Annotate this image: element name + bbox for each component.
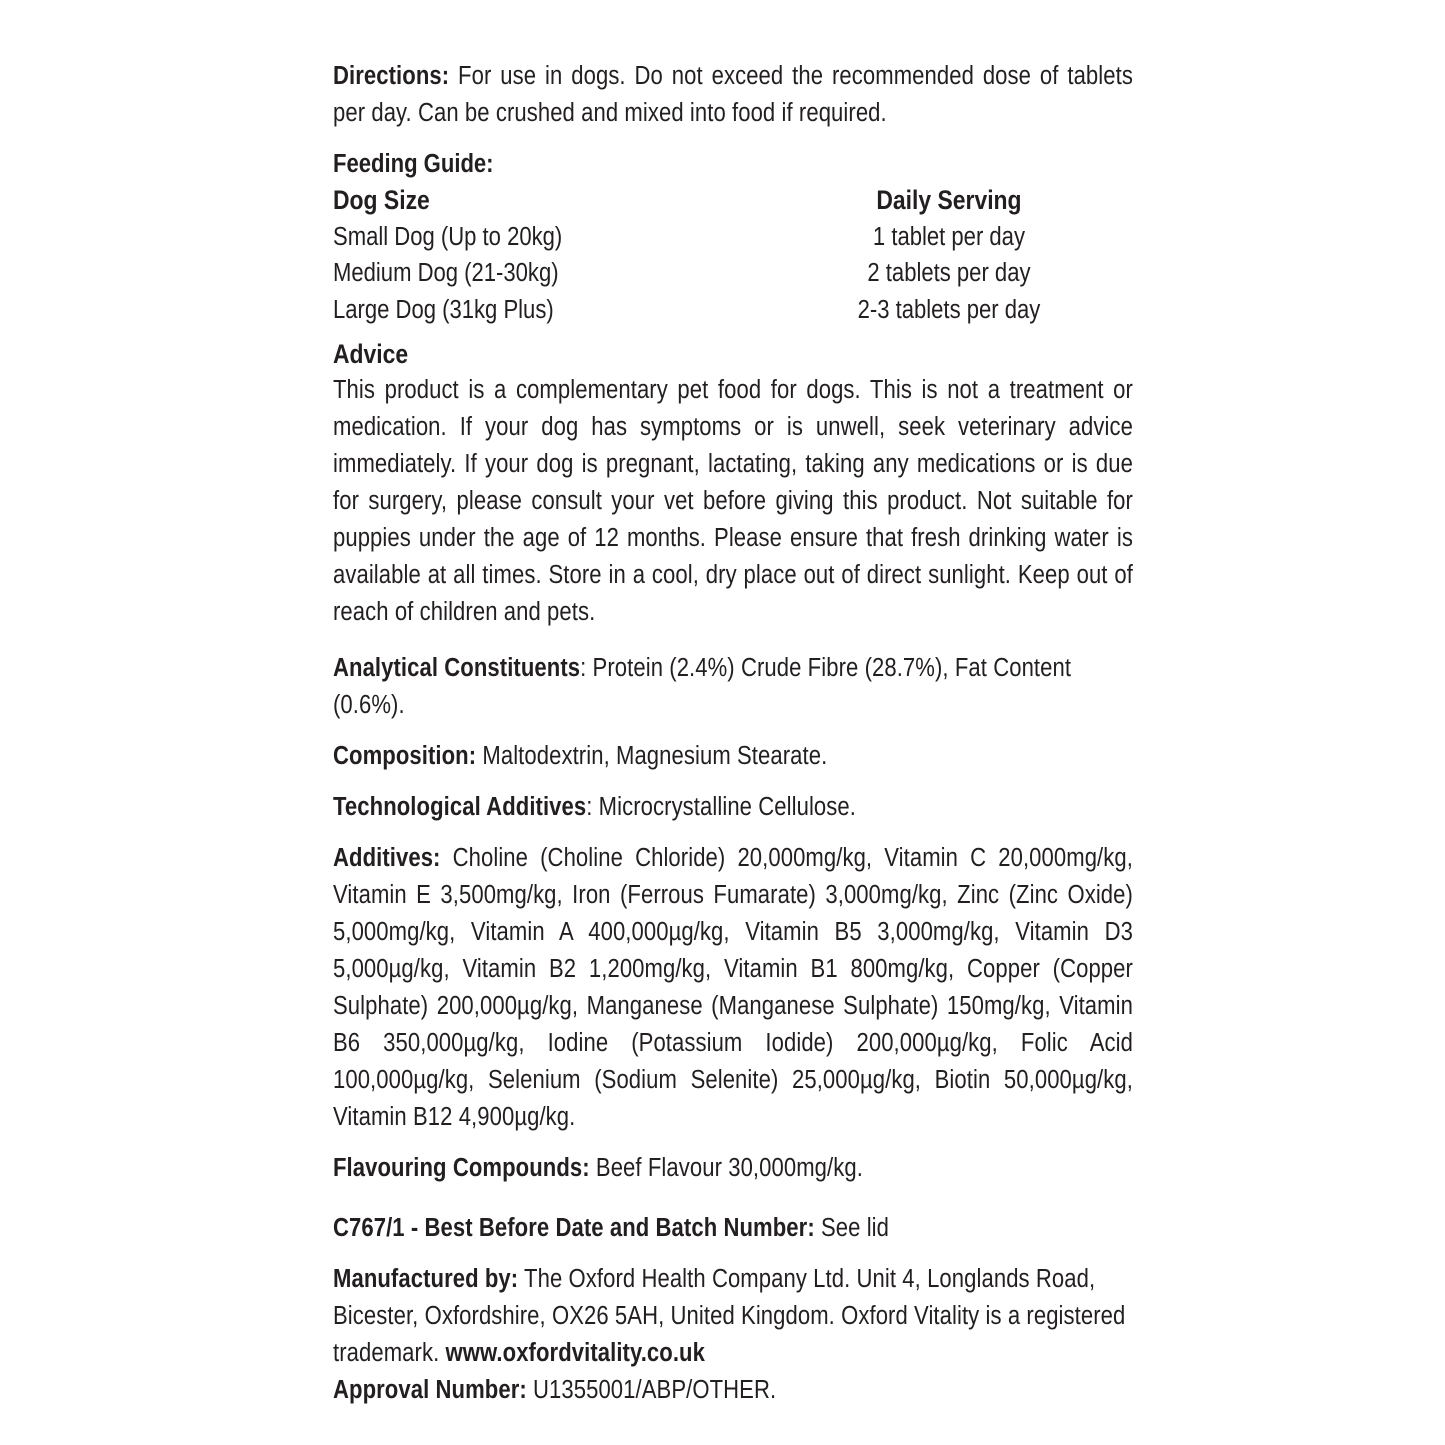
table-row	[333, 219, 1133, 256]
dog-size-medium: Medium Dog (21-30kg)	[333, 259, 559, 287]
directions-section	[333, 58, 1133, 132]
column-header-dog-size: Dog Size	[333, 185, 430, 215]
daily-serving-medium: 2 tablets per day	[867, 259, 1031, 287]
feeding-guide-header-row	[333, 182, 1133, 219]
manufactured-by-paragraph	[333, 1261, 1133, 1372]
composition-heading: Composition:	[333, 742, 477, 770]
approval-number-section	[333, 1372, 1133, 1409]
spacer-after-composition	[333, 775, 1133, 789]
column-header-daily-serving: Daily Serving	[876, 185, 1022, 215]
technological-additives-section	[333, 789, 1133, 826]
additives-text: Choline (Choline Chloride) 20,000mg/kg, Vitamin C 20,000mg/kg, Vitamin E 3,500mg/kg, Iron (Ferrous Fumarate) 3,000mg/kg, Zinc (Zinc Oxide) 5,000mg/kg, Vitamin A 400,000µg/kg, Vitamin B5 3,000mg/kg, Vitamin D3 5,000µg/kg, Vitamin B2 1,200mg/kg, Vitamin B1 800mg/kg, Copper (Copper Sulphate) 200,000µg/kg, Manganese (Manganese Sulphate) 150mg/kg, Vitamin B6 350,000µg/kg, Iodine (Potassium Iodide) 200,000µg/kg, Folic Acid 100,000µg/kg, Selenium (Sodium Selenite) 25,000µg/kg, Biotin 50,000µg/kg, Vitamin B12 4,900µg/kg.	[333, 844, 1133, 1131]
approval-number-paragraph	[333, 1372, 1133, 1409]
additives-paragraph	[333, 840, 1133, 1136]
spacer-after-technological	[333, 826, 1133, 840]
approval-number-heading: Approval Number:	[333, 1376, 527, 1404]
spacer-after-analytical	[333, 724, 1133, 738]
advice-section	[333, 336, 1133, 631]
flavouring-compounds-paragraph	[333, 1150, 1133, 1187]
daily-serving-small: 1 tablet per day	[872, 222, 1025, 251]
manufactured-by-section	[333, 1261, 1133, 1372]
table-row	[333, 292, 1133, 329]
batch-paragraph	[333, 1210, 1133, 1247]
spacer-after-feeding-guide	[333, 328, 1133, 336]
manufactured-by-heading: Manufactured by:	[333, 1265, 519, 1293]
batch-section	[333, 1210, 1133, 1247]
additives-heading: Additives:	[333, 844, 441, 872]
analytical-constituents-paragraph	[333, 650, 1133, 724]
batch-heading: C767/1 - Best Before Date and Batch Number:	[333, 1214, 815, 1242]
analytical-constituents-heading: Analytical Constituents	[333, 654, 581, 682]
flavouring-compounds-heading: Flavouring Compounds:	[333, 1154, 590, 1182]
composition-text: Maltodextrin, Magnesium Stearate.	[476, 742, 828, 770]
manufactured-by-text: The Oxford Health Company Ltd. Unit 4, Longlands Road, Bicester, Oxfordshire, OX26 5AH, United Kingdom. Oxford Vitality is a registered trademark.	[333, 1265, 1126, 1367]
dog-size-large: Large Dog (31kg Plus)	[333, 295, 554, 324]
spacer-after-flavouring	[333, 1187, 1133, 1210]
directions-heading: Directions:	[333, 62, 450, 90]
spacer-after-advice	[333, 631, 1133, 650]
label-content-column	[333, 58, 1133, 1409]
batch-text: See lid	[814, 1214, 890, 1242]
analytical-constituents-section	[333, 650, 1133, 724]
technological-additives-text: : Microcrystalline Cellulose.	[586, 793, 856, 821]
approval-number-text: U1355001/ABP/OTHER.	[526, 1376, 777, 1404]
spacer-after-additives	[333, 1136, 1133, 1150]
flavouring-compounds-section	[333, 1150, 1133, 1187]
advice-paragraph: This product is a complementary pet food for dogs. This is not a treatment or medication. If your dog has symptoms or is unwell, seek veterinary advice immediately. If your dog is pregnant, lactating, taking any medications or is due for surgery, please consult your vet before giving this product. Not suitable for puppies under the age of 12 months. Please ensure that fresh drinking water is available at all times. Store in a cool, dry place out of direct sunlight. Keep out of reach of children and pets.	[333, 376, 1133, 626]
spacer-after-batch	[333, 1247, 1133, 1261]
website-link[interactable]: www.oxfordvitality.co.uk	[445, 1339, 705, 1367]
analytical-constituents-text: : Protein (2.4%) Crude Fibre (28.7%), Fat Content (0.6%).	[333, 654, 1072, 719]
technological-additives-paragraph	[333, 789, 1133, 826]
advice-heading: Advice	[333, 339, 409, 369]
composition-paragraph	[333, 738, 1133, 775]
feeding-guide-section	[333, 146, 1133, 328]
composition-section	[333, 738, 1133, 775]
directions-text: For use in dogs. Do not exceed the recommended dose of tablets per day. Can be crushed and mixed into food if required.	[333, 62, 1133, 127]
feeding-guide-heading: Feeding Guide:	[333, 150, 494, 178]
flavouring-compounds-text: Beef Flavour 30,000mg/kg.	[589, 1154, 863, 1182]
daily-serving-large: 2-3 tablets per day	[857, 295, 1041, 324]
feeding-guide-table	[333, 182, 1133, 328]
dog-size-small: Small Dog (Up to 20kg)	[333, 222, 563, 251]
directions-paragraph	[333, 58, 1133, 132]
spacer-after-directions	[333, 132, 1133, 146]
table-row	[333, 255, 1133, 292]
technological-additives-heading: Technological Additives	[333, 793, 587, 821]
additives-section	[333, 840, 1133, 1136]
